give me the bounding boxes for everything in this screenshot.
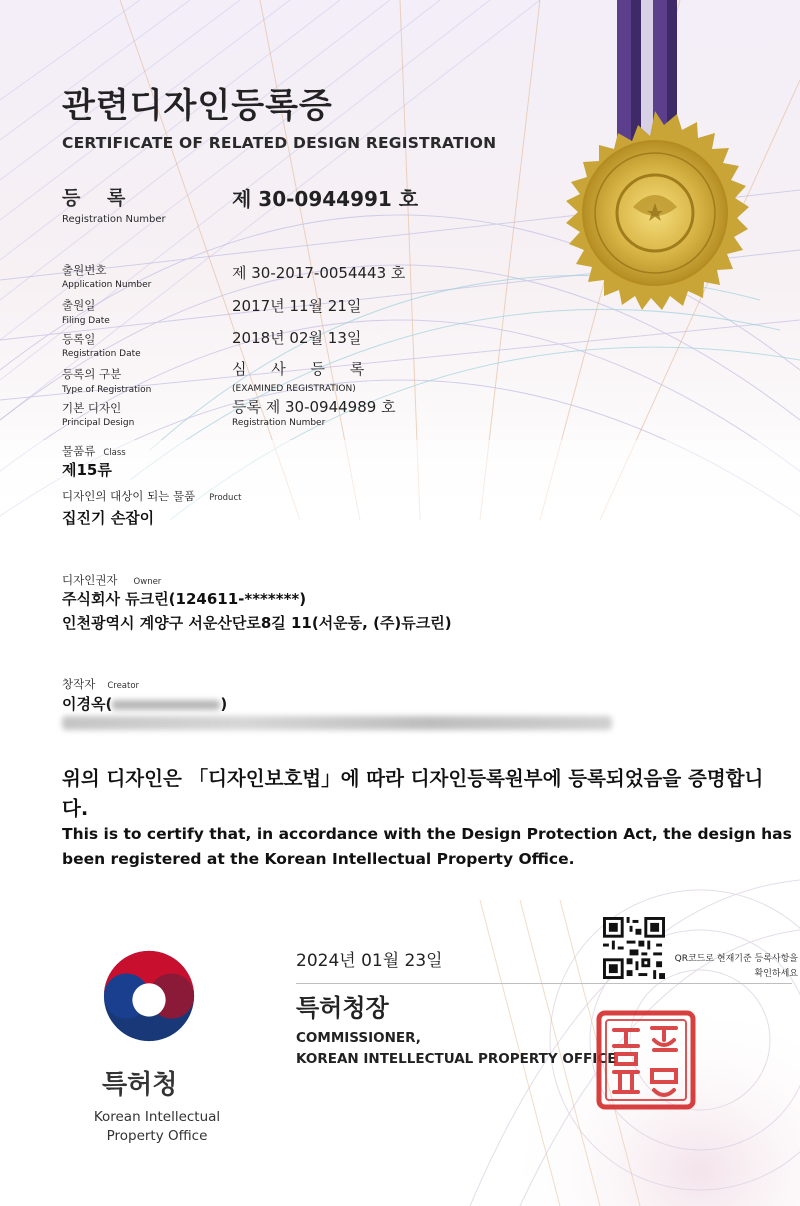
gold-seal-icon [550, 108, 760, 318]
issue-date: 2024년 01월 23일 [296, 951, 443, 971]
registration-number-label: 등 록 [62, 187, 136, 209]
creator-id-redacted [112, 700, 220, 710]
official-stamp-icon [596, 1010, 696, 1110]
registration-number-value: 제 30-0944991 호 [232, 187, 419, 211]
certificate-title-english: CERTIFICATE OF RELATED DESIGN REGISTRATION [62, 134, 497, 152]
kipo-logo-icon [100, 947, 198, 1045]
principal-design-label: 기본 디자인 [62, 401, 122, 415]
class-label-group [62, 440, 126, 459]
owner-label-group [62, 569, 161, 588]
registration-date-label-en: Registration Date [62, 349, 141, 359]
principal-design-label-en: Principal Design [62, 418, 135, 428]
principal-design-value-en: Registration Number [232, 418, 326, 428]
class-label: 물품류 [62, 444, 96, 458]
creator-label-group [62, 673, 139, 692]
creator-label-en: Creator [107, 681, 140, 691]
commissioner-title-korean: 특허청장 [296, 994, 389, 1022]
filing-date-label: 출원일 [62, 298, 96, 312]
class-value: 제15류 [62, 461, 112, 479]
owner-label: 디자인권자 [62, 573, 118, 587]
filing-date-label-en: Filing Date [62, 316, 110, 326]
creator-name [62, 693, 227, 714]
certification-statement-korean: 위의 디자인은 「디자인보호법」에 따라 디자인등록원부에 등록되었음을 증명합니다. [62, 767, 764, 820]
office-name-english: Korean Intellectual Property Office [93, 1109, 221, 1144]
application-number-label-en: Application Number [62, 280, 152, 290]
registration-number-label-en: Registration Number [62, 214, 166, 225]
commissioner-line-1: COMMISSIONER, [296, 1030, 421, 1046]
product-value: 집진기 손잡이 [62, 509, 155, 527]
creator-label: 창작자 [62, 677, 96, 691]
registration-type-label: 등록의 구분 [62, 367, 122, 381]
qr-code-icon[interactable] [603, 917, 665, 979]
application-number-label: 출원번호 [62, 263, 107, 277]
owner-address: 인천광역시 계양구 서운산단로8길 11(서운동, (주)듀크린) [62, 614, 452, 632]
product-label: 디자인의 대상이 되는 물품 [62, 489, 196, 503]
creator-name-close: ) [220, 695, 228, 713]
certificate-title-korean: 관련디자인등록증 [62, 86, 333, 126]
certification-statement-english: This is to certify that, in accordance with the Design Protection Act, the design has been registered at the Korean Intellectual Property Office. [62, 825, 792, 868]
class-label-en: Class [103, 448, 126, 458]
qr-code-note: QR코드로 현재기준 등록사항을 확인하세요 [674, 954, 798, 979]
registration-type-label-en: Type of Registration [62, 385, 152, 395]
divider [296, 983, 792, 984]
commissioner-line-2: KOREAN INTELLECTUAL PROPERTY OFFICE [296, 1051, 617, 1067]
product-label-en: Product [209, 493, 242, 503]
creator-name-text: 이경옥( [62, 695, 113, 713]
filing-date-value: 2017년 11월 21일 [232, 297, 362, 315]
commissioner-title-english [296, 1028, 616, 1070]
product-label-group [62, 485, 241, 504]
creator-address-redacted [62, 716, 612, 730]
application-number-value: 제 30-2017-0054443 호 [232, 264, 406, 282]
principal-design-value: 등록 제 30-0944989 호 [232, 398, 396, 416]
registration-date-value: 2018년 02월 13일 [232, 329, 362, 347]
office-name-korean: 특허청 [102, 1070, 178, 1100]
registration-type-value: 심 사 등 록 [232, 360, 375, 378]
registration-date-label: 등록일 [62, 332, 96, 346]
owner-label-en: Owner [133, 577, 162, 587]
owner-name: 주식회사 듀크린(124611-*******) [62, 590, 307, 608]
registration-type-value-en: (EXAMINED REGISTRATION) [232, 384, 356, 394]
